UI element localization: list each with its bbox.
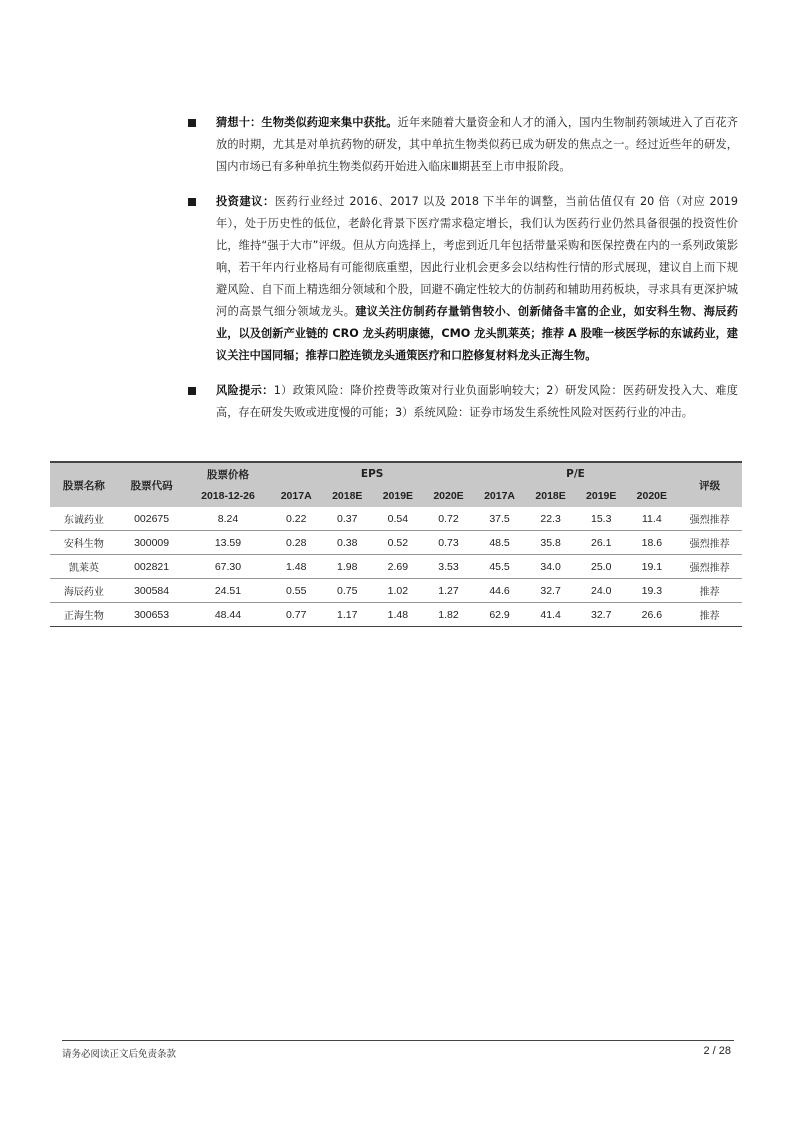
square-bullet-icon: [188, 387, 196, 395]
cell-pe: 35.8: [525, 531, 576, 555]
cell-stock-code: 002821: [118, 555, 186, 579]
cell-eps: 1.82: [423, 603, 474, 627]
bullet-guess-ten: [186, 112, 738, 178]
cell-eps: 0.77: [270, 603, 321, 627]
square-bullet-icon: [188, 198, 196, 206]
header-stock-price: 股票价格: [185, 462, 270, 485]
cell-pe: 34.0: [525, 555, 576, 579]
cell-eps: 3.53: [423, 555, 474, 579]
cell-pe: 22.3: [525, 507, 576, 531]
cell-pe: 62.9: [474, 603, 525, 627]
cell-eps: 0.37: [322, 507, 373, 531]
cell-pe: 41.4: [525, 603, 576, 627]
cell-pe: 19.3: [627, 579, 678, 603]
header-pe-year: 2020E: [627, 485, 678, 507]
table-row: [50, 555, 742, 579]
cell-price: 24.51: [185, 579, 270, 603]
cell-pe: 19.1: [627, 555, 678, 579]
bullet-title: 猜想十：生物类似药迎来集中获批。: [216, 116, 398, 129]
cell-stock-name: 正海生物: [50, 603, 118, 627]
cell-stock-name: 海辰药业: [50, 579, 118, 603]
header-rating: 评级: [677, 462, 742, 507]
bullet-risk-warning: [186, 380, 738, 424]
cell-stock-name: 东诚药业: [50, 507, 118, 531]
cell-rating: 强烈推荐: [677, 531, 742, 555]
table-row: [50, 507, 742, 531]
cell-pe: 15.3: [576, 507, 627, 531]
cell-stock-code: 300009: [118, 531, 186, 555]
cell-eps: 0.54: [373, 507, 424, 531]
cell-price: 13.59: [185, 531, 270, 555]
square-bullet-icon: [188, 119, 196, 127]
cell-pe: 24.0: [576, 579, 627, 603]
cell-pe: 32.7: [525, 579, 576, 603]
header-pe-year: 2018E: [525, 485, 576, 507]
cell-pe: 26.6: [627, 603, 678, 627]
cell-eps: 0.55: [270, 579, 321, 603]
cell-eps: 0.73: [423, 531, 474, 555]
cell-price: 48.44: [185, 603, 270, 627]
table-row: [50, 531, 742, 555]
cell-stock-code: 300584: [118, 579, 186, 603]
table-header: [50, 462, 742, 507]
bullet-bold-recommendation: 建议关注仿制药存量销售较小、创新储备丰富的企业，如安科生物、海辰药业，以及创新产业链的 CRO 龙头药明康德，CMO 龙头凯莱英；推荐 A 股唯一核医学标的东诚药业，建议关注中国同辐；推荐口腔连锁龙头通策医疗和口腔修复材料龙头正海生物。: [216, 305, 738, 362]
cell-eps: 2.69: [373, 555, 424, 579]
header-pe-year: 2019E: [576, 485, 627, 507]
cell-stock-name: 凯莱英: [50, 555, 118, 579]
cell-rating: 强烈推荐: [677, 507, 742, 531]
cell-pe: 48.5: [474, 531, 525, 555]
bullet-body: 医药行业经过 2016、2017 以及 2018 下半年的调整，当前估值仅有 20 倍（对应 2019 年），处于历史性的低位，老龄化背景下医疗需求稳定增长，我们认为医药行业仍然具备很强的投资性价比，维持“强于大市”评级。但从方向选择上，考虑到近几年包括带量采购和医保控费在内的一系列政策影响，若干年内行业格局有可能彻底重塑，因此行业机会更多会以结构性行情的形式展现，建议自上而下规避风险、自下而上精选细分领域和个股，回避不确定性较大的仿制药和辅助用药板块，寻求具有更深护城河的高景气细分领域龙头。: [216, 195, 738, 318]
header-eps: EPS: [270, 462, 473, 485]
bullet-list: [186, 112, 738, 437]
cell-pe: 18.6: [627, 531, 678, 555]
footer-disclaimer: 请务必阅读正文后免责条款: [62, 1049, 177, 1060]
cell-stock-code: 300653: [118, 603, 186, 627]
cell-eps: 1.98: [322, 555, 373, 579]
cell-price: 8.24: [185, 507, 270, 531]
header-pe-year: 2017A: [474, 485, 525, 507]
cell-eps: 0.75: [322, 579, 373, 603]
cell-eps: 1.17: [322, 603, 373, 627]
cell-eps: 1.27: [423, 579, 474, 603]
footer-divider: [62, 1040, 734, 1041]
bullet-title: 风险提示：: [216, 384, 274, 397]
header-eps-year: 2020E: [423, 485, 474, 507]
cell-eps: 0.22: [270, 507, 321, 531]
header-eps-year: 2017A: [270, 485, 321, 507]
cell-pe: 25.0: [576, 555, 627, 579]
header-stock-name: 股票名称: [50, 462, 118, 507]
cell-rating: 推荐: [677, 579, 742, 603]
cell-pe: 45.5: [474, 555, 525, 579]
cell-pe: 37.5: [474, 507, 525, 531]
cell-eps: 0.52: [373, 531, 424, 555]
cell-eps: 0.38: [322, 531, 373, 555]
table-body: [50, 507, 742, 627]
cell-price: 67.30: [185, 555, 270, 579]
cell-pe: 11.4: [627, 507, 678, 531]
stock-forecast-table: [50, 461, 742, 627]
header-eps-year: 2018E: [322, 485, 373, 507]
header-eps-year: 2019E: [373, 485, 424, 507]
bullet-investment-advice: [186, 191, 738, 367]
cell-pe: 44.6: [474, 579, 525, 603]
cell-stock-code: 002675: [118, 507, 186, 531]
cell-eps: 0.28: [270, 531, 321, 555]
cell-rating: 推荐: [677, 603, 742, 627]
header-stock-code: 股票代码: [118, 462, 186, 507]
cell-stock-name: 安科生物: [50, 531, 118, 555]
page-number: 2 / 28: [703, 1045, 731, 1057]
bullet-body: 近年来随着大量资金和人才的涌入，国内生物制药领域进入了百花齐放的时期，尤其是对单抗药物的研发，其中单抗生物类似药已成为研发的焦点之一。经过近些年的研发，国内市场已有多种单抗生物类似药开始进入临床Ⅲ期甚至上市申报阶段。: [216, 116, 738, 173]
table-row: [50, 579, 742, 603]
bullet-body: 1）政策风险：降价控费等政策对行业负面影响较大；2）研发风险：医药研发投入大、难度高，存在研发失败或进度慢的可能；3）系统风险：证券市场发生系统性风险对医药行业的冲击。: [216, 384, 738, 419]
header-pe: P/E: [474, 462, 677, 485]
cell-pe: 26.1: [576, 531, 627, 555]
bullet-title: 投资建议：: [216, 195, 275, 208]
cell-eps: 1.48: [270, 555, 321, 579]
cell-eps: 0.72: [423, 507, 474, 531]
header-price-date: 2018-12-26: [185, 485, 270, 507]
table-row: [50, 603, 742, 627]
cell-rating: 强烈推荐: [677, 555, 742, 579]
cell-pe: 32.7: [576, 603, 627, 627]
cell-eps: 1.02: [373, 579, 424, 603]
cell-eps: 1.48: [373, 603, 424, 627]
